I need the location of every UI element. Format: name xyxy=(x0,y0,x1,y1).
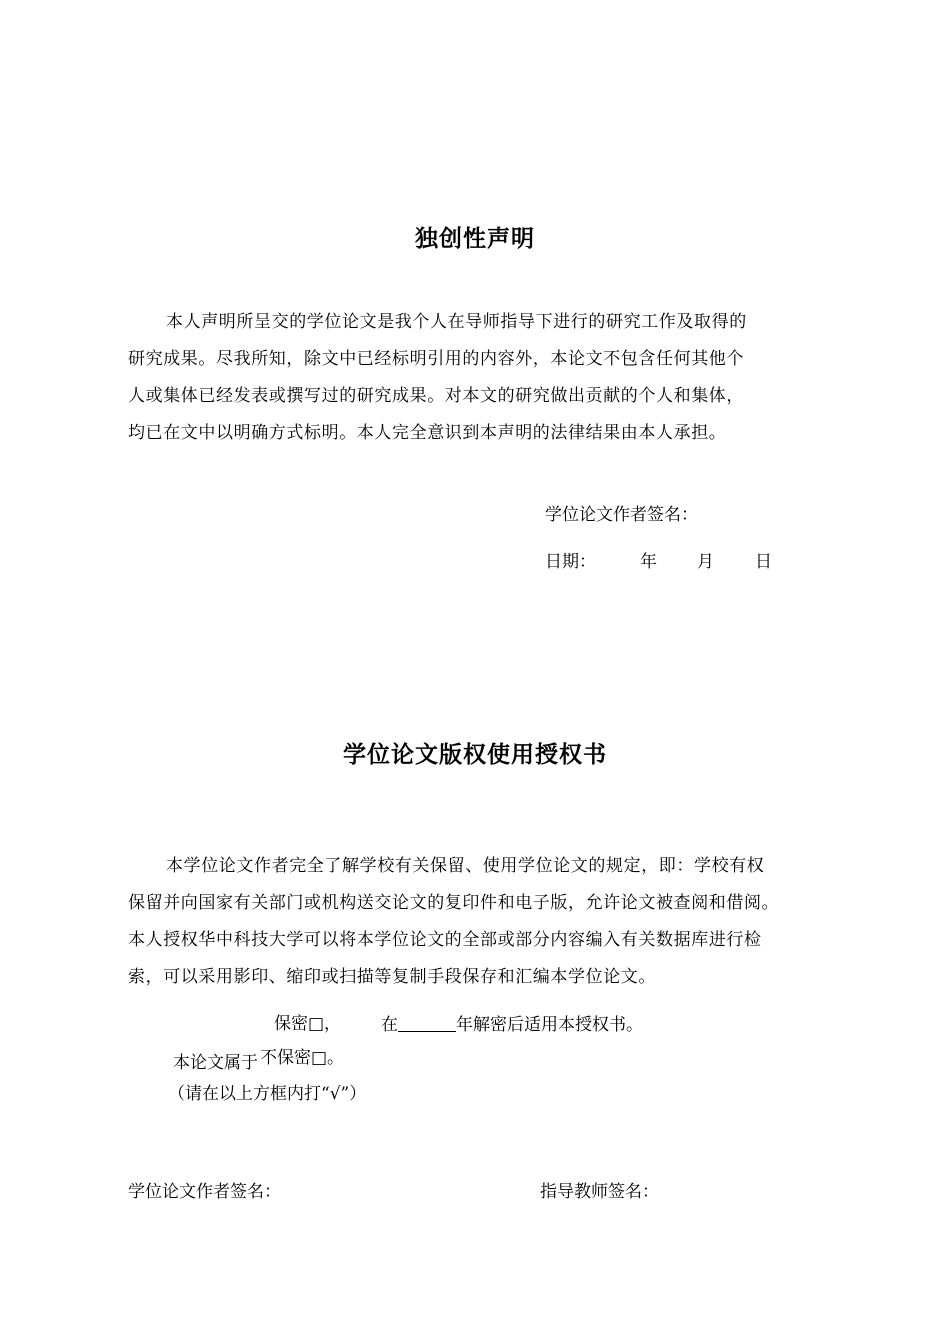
in-label: 在 xyxy=(381,1015,398,1035)
declaration-line: 本人声明所呈交的学位论文是我个人在导师指导下进行的研究工作及取得的 xyxy=(166,312,747,332)
checkbox-instruction: （请在以上方框内打“√”） xyxy=(168,1084,367,1104)
after-blank-text: 年解密后适用本授权书。 xyxy=(456,1015,643,1035)
declaration-year-label: 年 xyxy=(640,552,657,572)
belongs-label: 本论文属于 xyxy=(173,1053,258,1073)
declaration-signature-label: 学位论文作者签名： xyxy=(545,505,698,525)
declaration-line: 研究成果。尽我所知，除文中已经标明引用的内容外，本论文不包含任何其他个 xyxy=(128,349,744,369)
authorization-paragraph xyxy=(128,848,779,996)
confidential-option: 保密□， xyxy=(274,1014,342,1034)
declaration-line: 人或集体已经发表或撰写过的研究成果。对本文的研究做出贡献的个人和集体， xyxy=(128,386,744,406)
declaration-title: 独创性声明 xyxy=(415,226,535,252)
authorization-line: 本学位论文作者完全了解学校有关保留、使用学位论文的规定，即：学校有权 xyxy=(166,856,765,876)
author-signature-label: 学位论文作者签名： xyxy=(128,1182,281,1202)
authorization-title: 学位论文版权使用授权书 xyxy=(343,742,607,768)
advisor-signature-label: 指导教师签名： xyxy=(540,1182,659,1202)
declaration-paragraph xyxy=(128,304,747,452)
nonconfidential-option: 不保密□。 xyxy=(260,1048,345,1068)
declaration-line: 均已在文中以明确方式标明。本人完全意识到本声明的法律结果由本人承担。 xyxy=(128,423,727,443)
authorization-line: 索，可以采用影印、缩印或扫描等复制手段保存和汇编本学位论文。 xyxy=(128,967,656,987)
decrypt-year-line xyxy=(381,1013,643,1036)
authorization-line: 保留并向国家有关部门或机构送交论文的复印件和电子版，允许论文被查阅和借阅。 xyxy=(128,893,780,913)
declaration-date-label: 日期： xyxy=(545,552,596,572)
declaration-month-label: 月 xyxy=(697,552,714,572)
year-blank-field[interactable] xyxy=(398,1013,456,1032)
declaration-day-label: 日 xyxy=(755,552,772,572)
authorization-line: 本人授权华中科技大学可以将本学位论文的全部或部分内容编入有关数据库进行检 xyxy=(128,930,762,950)
